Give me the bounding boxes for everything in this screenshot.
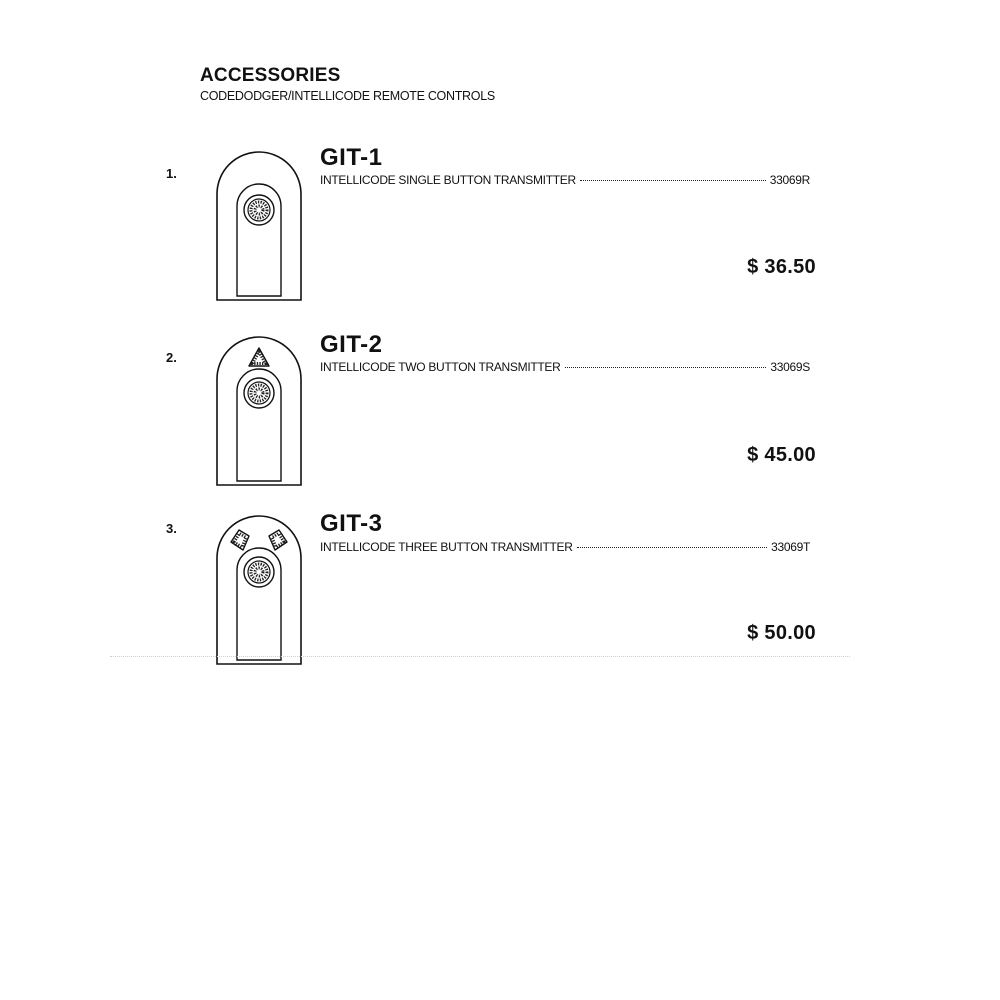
item-number: 2.: [166, 350, 177, 365]
description: INTELLICODE TWO BUTTON TRANSMITTER: [320, 360, 561, 374]
page-title: ACCESSORIES: [200, 65, 341, 86]
price: $ 36.50: [747, 256, 816, 278]
scan-artifact-line: [110, 656, 850, 657]
description-line: [320, 360, 810, 374]
dotted-leader: [580, 180, 766, 181]
item-number: 3.: [166, 521, 177, 536]
description-line: [320, 540, 810, 554]
model-name: GIT-3: [320, 510, 383, 537]
page-subtitle: CODEDODGER/INTELLICODE REMOTE CONTROLS: [200, 89, 495, 103]
price: $ 50.00: [747, 622, 816, 644]
description: INTELLICODE THREE BUTTON TRANSMITTER: [320, 540, 573, 554]
product-git-3: [0, 510, 1000, 684]
description-line: [320, 173, 810, 187]
part-number: 33069S: [770, 360, 810, 374]
product-git-2: [0, 331, 1000, 505]
model-name: GIT-1: [320, 144, 383, 171]
part-number: 33069R: [769, 173, 810, 187]
product-git-1: [0, 144, 1000, 320]
price: $ 45.00: [747, 444, 816, 466]
model-name: GIT-2: [320, 331, 383, 358]
dotted-leader: [565, 367, 767, 368]
description: INTELLICODE SINGLE BUTTON TRANSMITTER: [320, 173, 576, 187]
two-button-remote-icon: [215, 335, 303, 487]
single-button-remote-icon: [215, 150, 303, 302]
part-number: 33069T: [771, 540, 810, 554]
item-number: 1.: [166, 166, 177, 181]
page-header: [200, 64, 495, 104]
three-button-remote-icon: [215, 514, 303, 666]
dotted-leader: [577, 547, 768, 548]
